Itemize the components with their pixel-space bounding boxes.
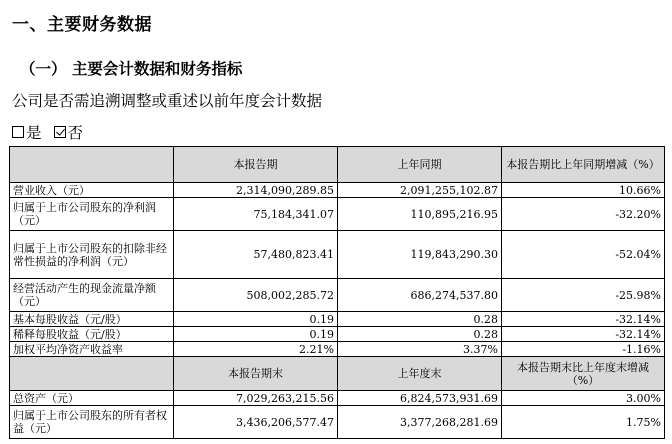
cell-previous: 3,377,268,281.69	[338, 406, 502, 439]
cell-previous: 0.28	[338, 312, 502, 327]
option-no-label: 否	[67, 124, 84, 142]
option-yes-label: 是	[26, 124, 42, 142]
table-row	[10, 327, 665, 342]
cell-current: 0.19	[174, 312, 338, 327]
cell-change: 10.66%	[502, 183, 665, 198]
cell-change: 1.75%	[502, 406, 665, 439]
cell-current: 0.19	[174, 327, 338, 342]
table-header-row	[10, 357, 665, 391]
row-label: 归属于上市公司股东的所有者权益（元）	[10, 406, 174, 439]
header-prior-year-end: 上年度末	[338, 357, 502, 391]
cell-current: 57,480,823.41	[174, 231, 338, 279]
header-current-period: 本报告期	[174, 147, 338, 183]
cell-previous: 2,091,255,102.87	[338, 183, 502, 198]
row-label: 总资产（元）	[10, 391, 174, 406]
cell-previous: 6,824,573,931.69	[338, 391, 502, 406]
header-blank	[10, 147, 174, 183]
header-prior-period: 上年同期	[338, 147, 502, 183]
table-row	[10, 406, 665, 439]
row-label: 经营活动产生的现金流量净额（元）	[10, 279, 174, 312]
financial-data-table	[9, 146, 665, 439]
header-blank	[10, 357, 174, 391]
cell-change: -25.98%	[502, 279, 665, 312]
cell-previous: 0.28	[338, 327, 502, 342]
cell-current: 3,436,206,577.47	[174, 406, 338, 439]
restatement-question: 公司是否需追溯调整或重述以前年度会计数据	[12, 92, 323, 110]
checked-box-icon[interactable]	[54, 126, 66, 138]
header-change: 本报告期比上年同期增减（%）	[502, 147, 665, 183]
option-yes[interactable]	[12, 121, 42, 143]
cell-current: 75,184,341.07	[174, 198, 338, 231]
restatement-options	[12, 121, 95, 143]
table-row	[10, 312, 665, 327]
table-row	[10, 183, 665, 198]
cell-previous: 3.37%	[338, 342, 502, 357]
cell-previous: 686,274,537.80	[338, 279, 502, 312]
header-period-end: 本报告期末	[174, 357, 338, 391]
cell-current: 2.21%	[174, 342, 338, 357]
table-row	[10, 231, 665, 279]
cell-change: -32.20%	[502, 198, 665, 231]
row-label: 归属于上市公司股东的净利润（元）	[10, 198, 174, 231]
unchecked-box-icon[interactable]	[12, 126, 24, 138]
table-row	[10, 391, 665, 406]
cell-change: -52.04%	[502, 231, 665, 279]
cell-previous: 110,895,216.95	[338, 198, 502, 231]
subsection-title: （一） 主要会计数据和财务指标	[20, 60, 243, 78]
row-label: 稀释每股收益（元/股）	[10, 327, 174, 342]
cell-change: -32.14%	[502, 327, 665, 342]
cell-current: 7,029,263,215.56	[174, 391, 338, 406]
table-header-row	[10, 147, 665, 183]
cell-change: 3.00%	[502, 391, 665, 406]
cell-current: 2,314,090,289.85	[174, 183, 338, 198]
table-row	[10, 198, 665, 231]
table-row	[10, 279, 665, 312]
option-no[interactable]	[54, 121, 84, 143]
cell-change: -32.14%	[502, 312, 665, 327]
cell-current: 508,002,285.72	[174, 279, 338, 312]
table-row	[10, 342, 665, 357]
row-label: 加权平均净资产收益率	[10, 342, 174, 357]
row-label: 归属于上市公司股东的扣除非经常性损益的净利润（元）	[10, 231, 174, 279]
cell-previous: 119,843,290.30	[338, 231, 502, 279]
cell-change: -1.16%	[502, 342, 665, 357]
section-title: 一、主要财务数据	[12, 15, 152, 35]
row-label: 基本每股收益（元/股）	[10, 312, 174, 327]
row-label: 营业收入（元）	[10, 183, 174, 198]
header-change: 本报告期末比上年度末增减（%）	[502, 357, 665, 391]
